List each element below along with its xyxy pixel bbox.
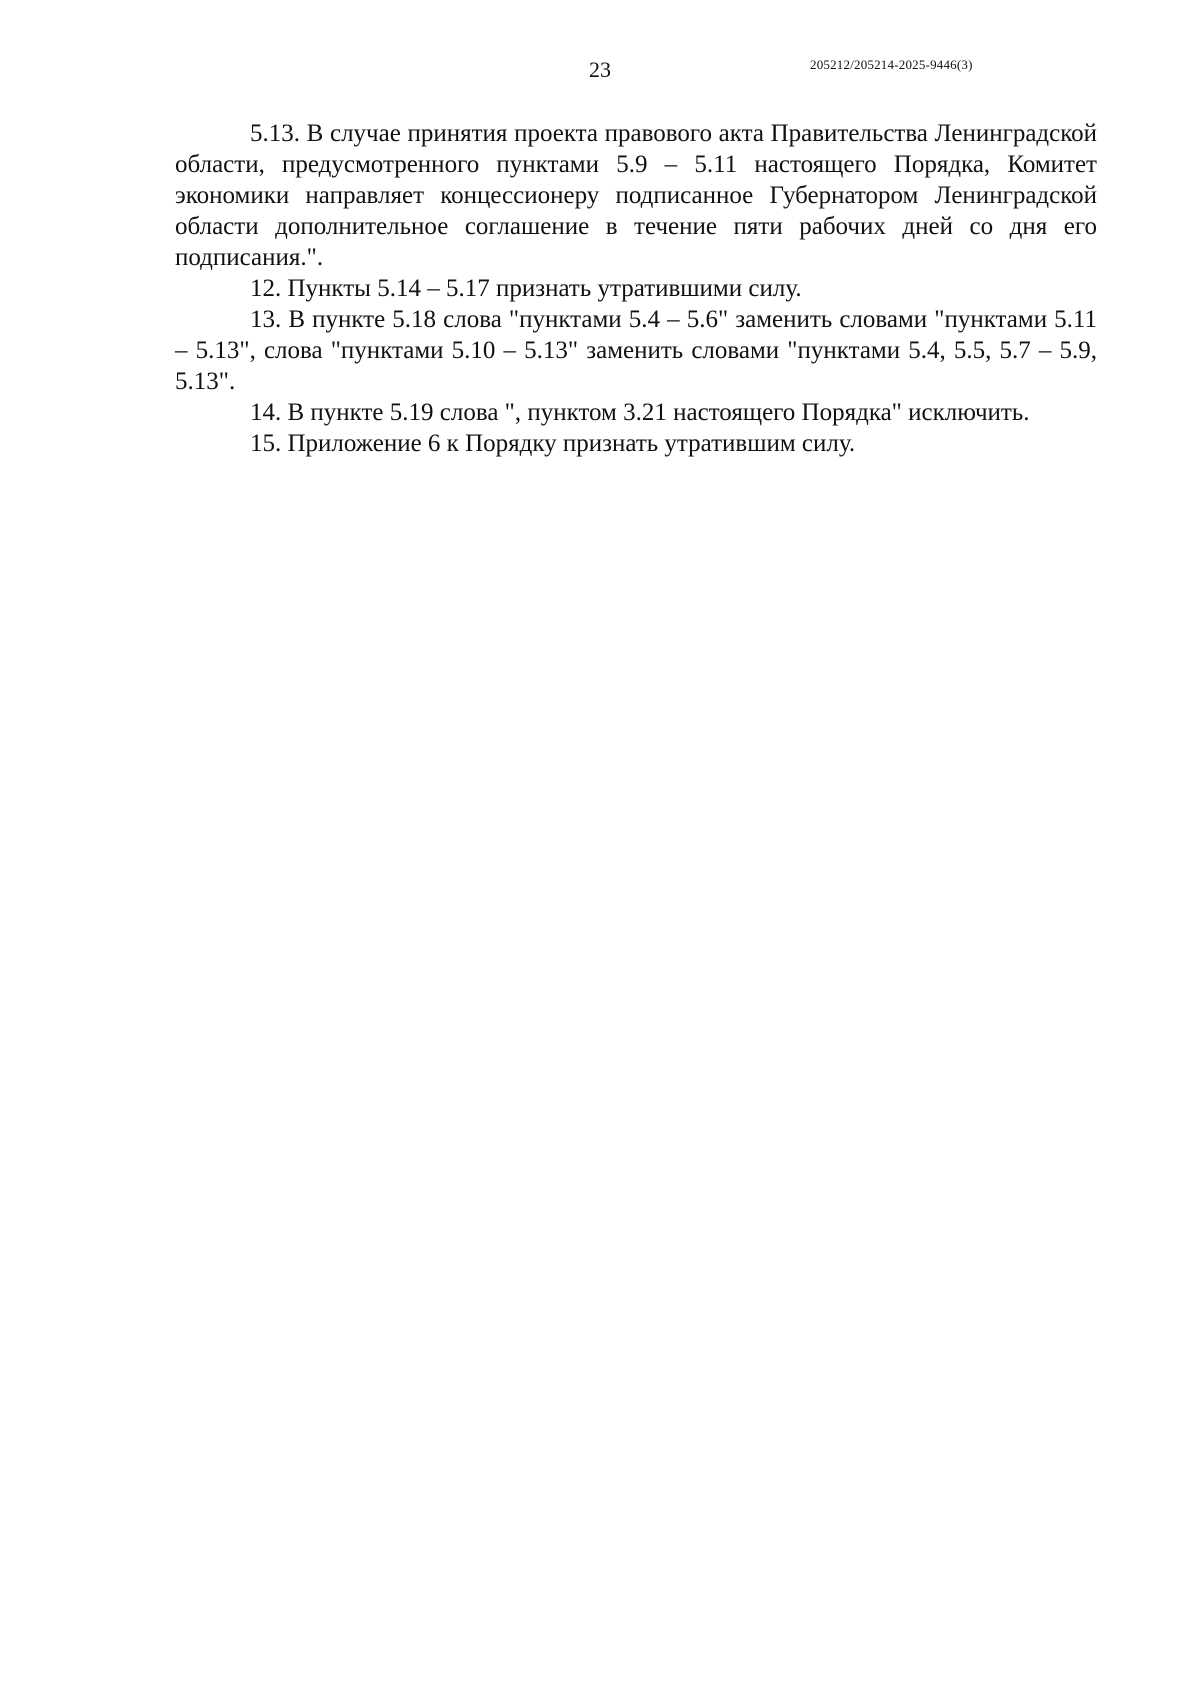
paragraph-5-13: 5.13. В случае принятия проекта правового акта Правительства Ленинградской области, предусмотренного пунктами 5.9 – 5.11 настоящего Порядка, Комитет экономики направляет концессионеру подписанное Губернатором Ленинградской области дополнительное соглашение в течение пяти рабочих дней со дня его подписания.". bbox=[175, 120, 1097, 271]
paragraph-item-12: 12. Пункты 5.14 – 5.17 признать утратившими силу. bbox=[250, 275, 802, 302]
paragraph-item-14: 14. В пункте 5.19 слова ", пунктом 3.21 настоящего Порядка" исключить. bbox=[250, 399, 1030, 426]
paragraph-item-13: 13. В пункте 5.18 слова "пунктами 5.4 – 5.6" заменить словами "пунктами 5.11 – 5.13", слова "пунктами 5.10 – 5.13" заменить словами "пунктами 5.4, 5.5, 5.7 – 5.9, 5.13". bbox=[175, 306, 1097, 395]
page-number: 23 bbox=[589, 57, 611, 82]
paragraph-item-15: 15. Приложение 6 к Порядку признать утратившим силу. bbox=[250, 430, 856, 457]
document-body bbox=[175, 118, 1097, 459]
document-id: 205212/205214-2025-9446(3) bbox=[810, 57, 973, 72]
